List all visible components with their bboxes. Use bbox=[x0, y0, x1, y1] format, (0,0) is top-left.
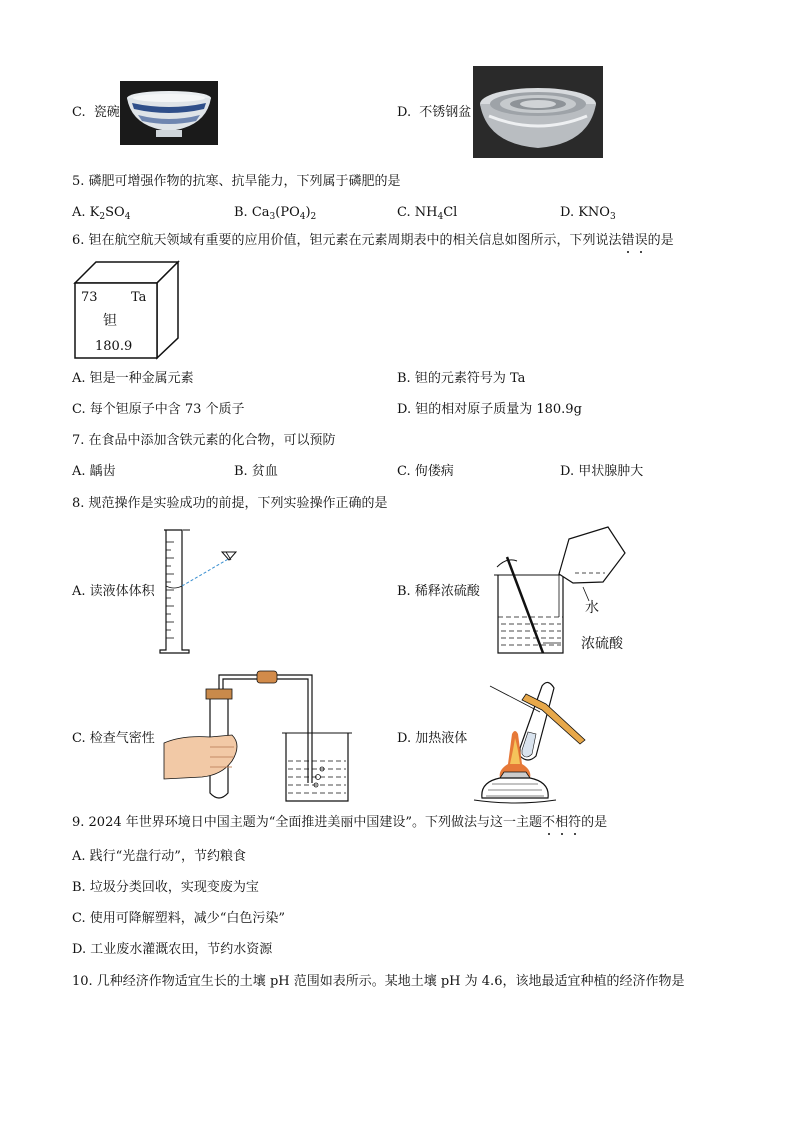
q8-option-a[interactable]: A. 读液体体积 bbox=[72, 584, 155, 599]
formula-part: A. K bbox=[72, 205, 100, 220]
option-d-steel-basin bbox=[397, 105, 471, 121]
q6-option-c[interactable]: C. 每个钽原子中含 73 个质子 bbox=[72, 402, 245, 417]
q8-option-b[interactable]: B. 稀释浓硫酸 bbox=[397, 584, 480, 599]
subscript: 3 bbox=[269, 212, 276, 222]
q8-option-d[interactable]: D. 加热液体 bbox=[397, 731, 468, 746]
subscript: 2 bbox=[99, 212, 106, 222]
subscript: 3 bbox=[609, 212, 616, 222]
element-symbol: Ta bbox=[131, 290, 147, 305]
atomic-mass: 180.9 bbox=[95, 339, 133, 354]
subscript: 4 bbox=[299, 212, 306, 222]
subscript: 4 bbox=[437, 212, 444, 222]
element-name: 钽 bbox=[103, 313, 117, 329]
stem-text: 的是 bbox=[647, 233, 674, 248]
emphasis-char: 符 bbox=[568, 815, 582, 830]
graduated-cylinder-figure bbox=[160, 528, 245, 654]
option-letter: C. bbox=[72, 105, 86, 120]
emphasis-char: 误 bbox=[634, 233, 648, 248]
question-10-stem: 10. 几种经济作物适宜生长的土壤 pH 范围如表所示。某地土壤 pH 为 4.6，该地最适宜种植的经济作物是 bbox=[72, 974, 685, 989]
q5-option-b[interactable] bbox=[234, 205, 316, 221]
porcelain-bowl-image bbox=[120, 81, 218, 145]
formula-part: D. KNO bbox=[560, 205, 610, 220]
stem-text: 6. 钽在航空航天领域有重要的应用价值，钽元素在元素周期表中的相关信息如图所示，下列说法 bbox=[72, 233, 622, 248]
formula-part: ) bbox=[305, 205, 311, 220]
heating-liquid-figure bbox=[470, 674, 590, 806]
q7-option-d[interactable]: D. 甲状腺肿大 bbox=[560, 464, 644, 479]
concentrated-acid-label: 浓硫酸 bbox=[581, 636, 623, 652]
q9-option-d[interactable]: D. 工业废水灌溉农田，节约水资源 bbox=[72, 942, 273, 957]
option-letter: D. bbox=[397, 105, 412, 120]
question-7-stem: 7. 在食品中添加含铁元素的化合物，可以预防 bbox=[72, 433, 336, 448]
formula-part: C. NH bbox=[397, 205, 438, 220]
formula-part: SO bbox=[105, 205, 125, 220]
q9-option-b[interactable]: B. 垃圾分类回收，实现变废为宝 bbox=[72, 880, 259, 895]
q6-option-b[interactable]: B. 钽的元素符号为 Ta bbox=[397, 371, 526, 386]
emphasis-char: 相 bbox=[555, 815, 569, 830]
stem-text: 9. 2024 年世界环境日中国主题为“全面推进美丽中国建设”。下列做法与这一主题 bbox=[72, 815, 543, 830]
q7-option-b[interactable]: B. 贫血 bbox=[234, 464, 278, 479]
q7-option-a[interactable]: A. 龋齿 bbox=[72, 464, 116, 479]
q8-option-c[interactable]: C. 检查气密性 bbox=[72, 731, 155, 746]
option-text: 不锈钢盆 bbox=[419, 105, 472, 120]
question-8-stem: 8. 规范操作是实验成功的前提，下列实验操作正确的是 bbox=[72, 496, 388, 511]
formula-part: Cl bbox=[443, 205, 458, 220]
emphasis-char: 错 bbox=[621, 233, 635, 248]
q5-option-c[interactable] bbox=[397, 205, 457, 221]
option-c-bowl bbox=[72, 105, 120, 121]
subscript: 4 bbox=[124, 212, 131, 222]
q6-option-a[interactable]: A. 钽是一种金属元素 bbox=[72, 371, 194, 386]
question-9-stem bbox=[72, 815, 607, 831]
q6-option-d[interactable]: D. 钽的相对原子质量为 180.9g bbox=[397, 402, 582, 417]
q7-option-c[interactable]: C. 佝偻病 bbox=[397, 464, 454, 479]
emphasis-char: 不 bbox=[542, 815, 556, 830]
question-6-stem bbox=[72, 233, 674, 249]
atomic-number: 73 bbox=[81, 290, 98, 305]
q5-option-d[interactable] bbox=[560, 205, 616, 221]
q5-option-a[interactable] bbox=[72, 205, 130, 221]
q9-option-a[interactable]: A. 践行“光盘行动”，节约粮食 bbox=[72, 849, 246, 864]
formula-part: (PO bbox=[275, 205, 300, 220]
water-label: 水 bbox=[585, 600, 599, 616]
stem-text: 的是 bbox=[581, 815, 608, 830]
subscript: 2 bbox=[310, 212, 317, 222]
question-5-stem: 5. 磷肥可增强作物的抗寒、抗旱能力，下列属于磷肥的是 bbox=[72, 174, 401, 189]
q9-option-c[interactable]: C. 使用可降解塑料，减少“白色污染” bbox=[72, 911, 286, 926]
air-tightness-check-figure bbox=[162, 665, 352, 805]
stainless-basin-image bbox=[473, 66, 603, 158]
option-text: 瓷碗 bbox=[93, 105, 120, 120]
formula-part: B. Ca bbox=[234, 205, 270, 220]
